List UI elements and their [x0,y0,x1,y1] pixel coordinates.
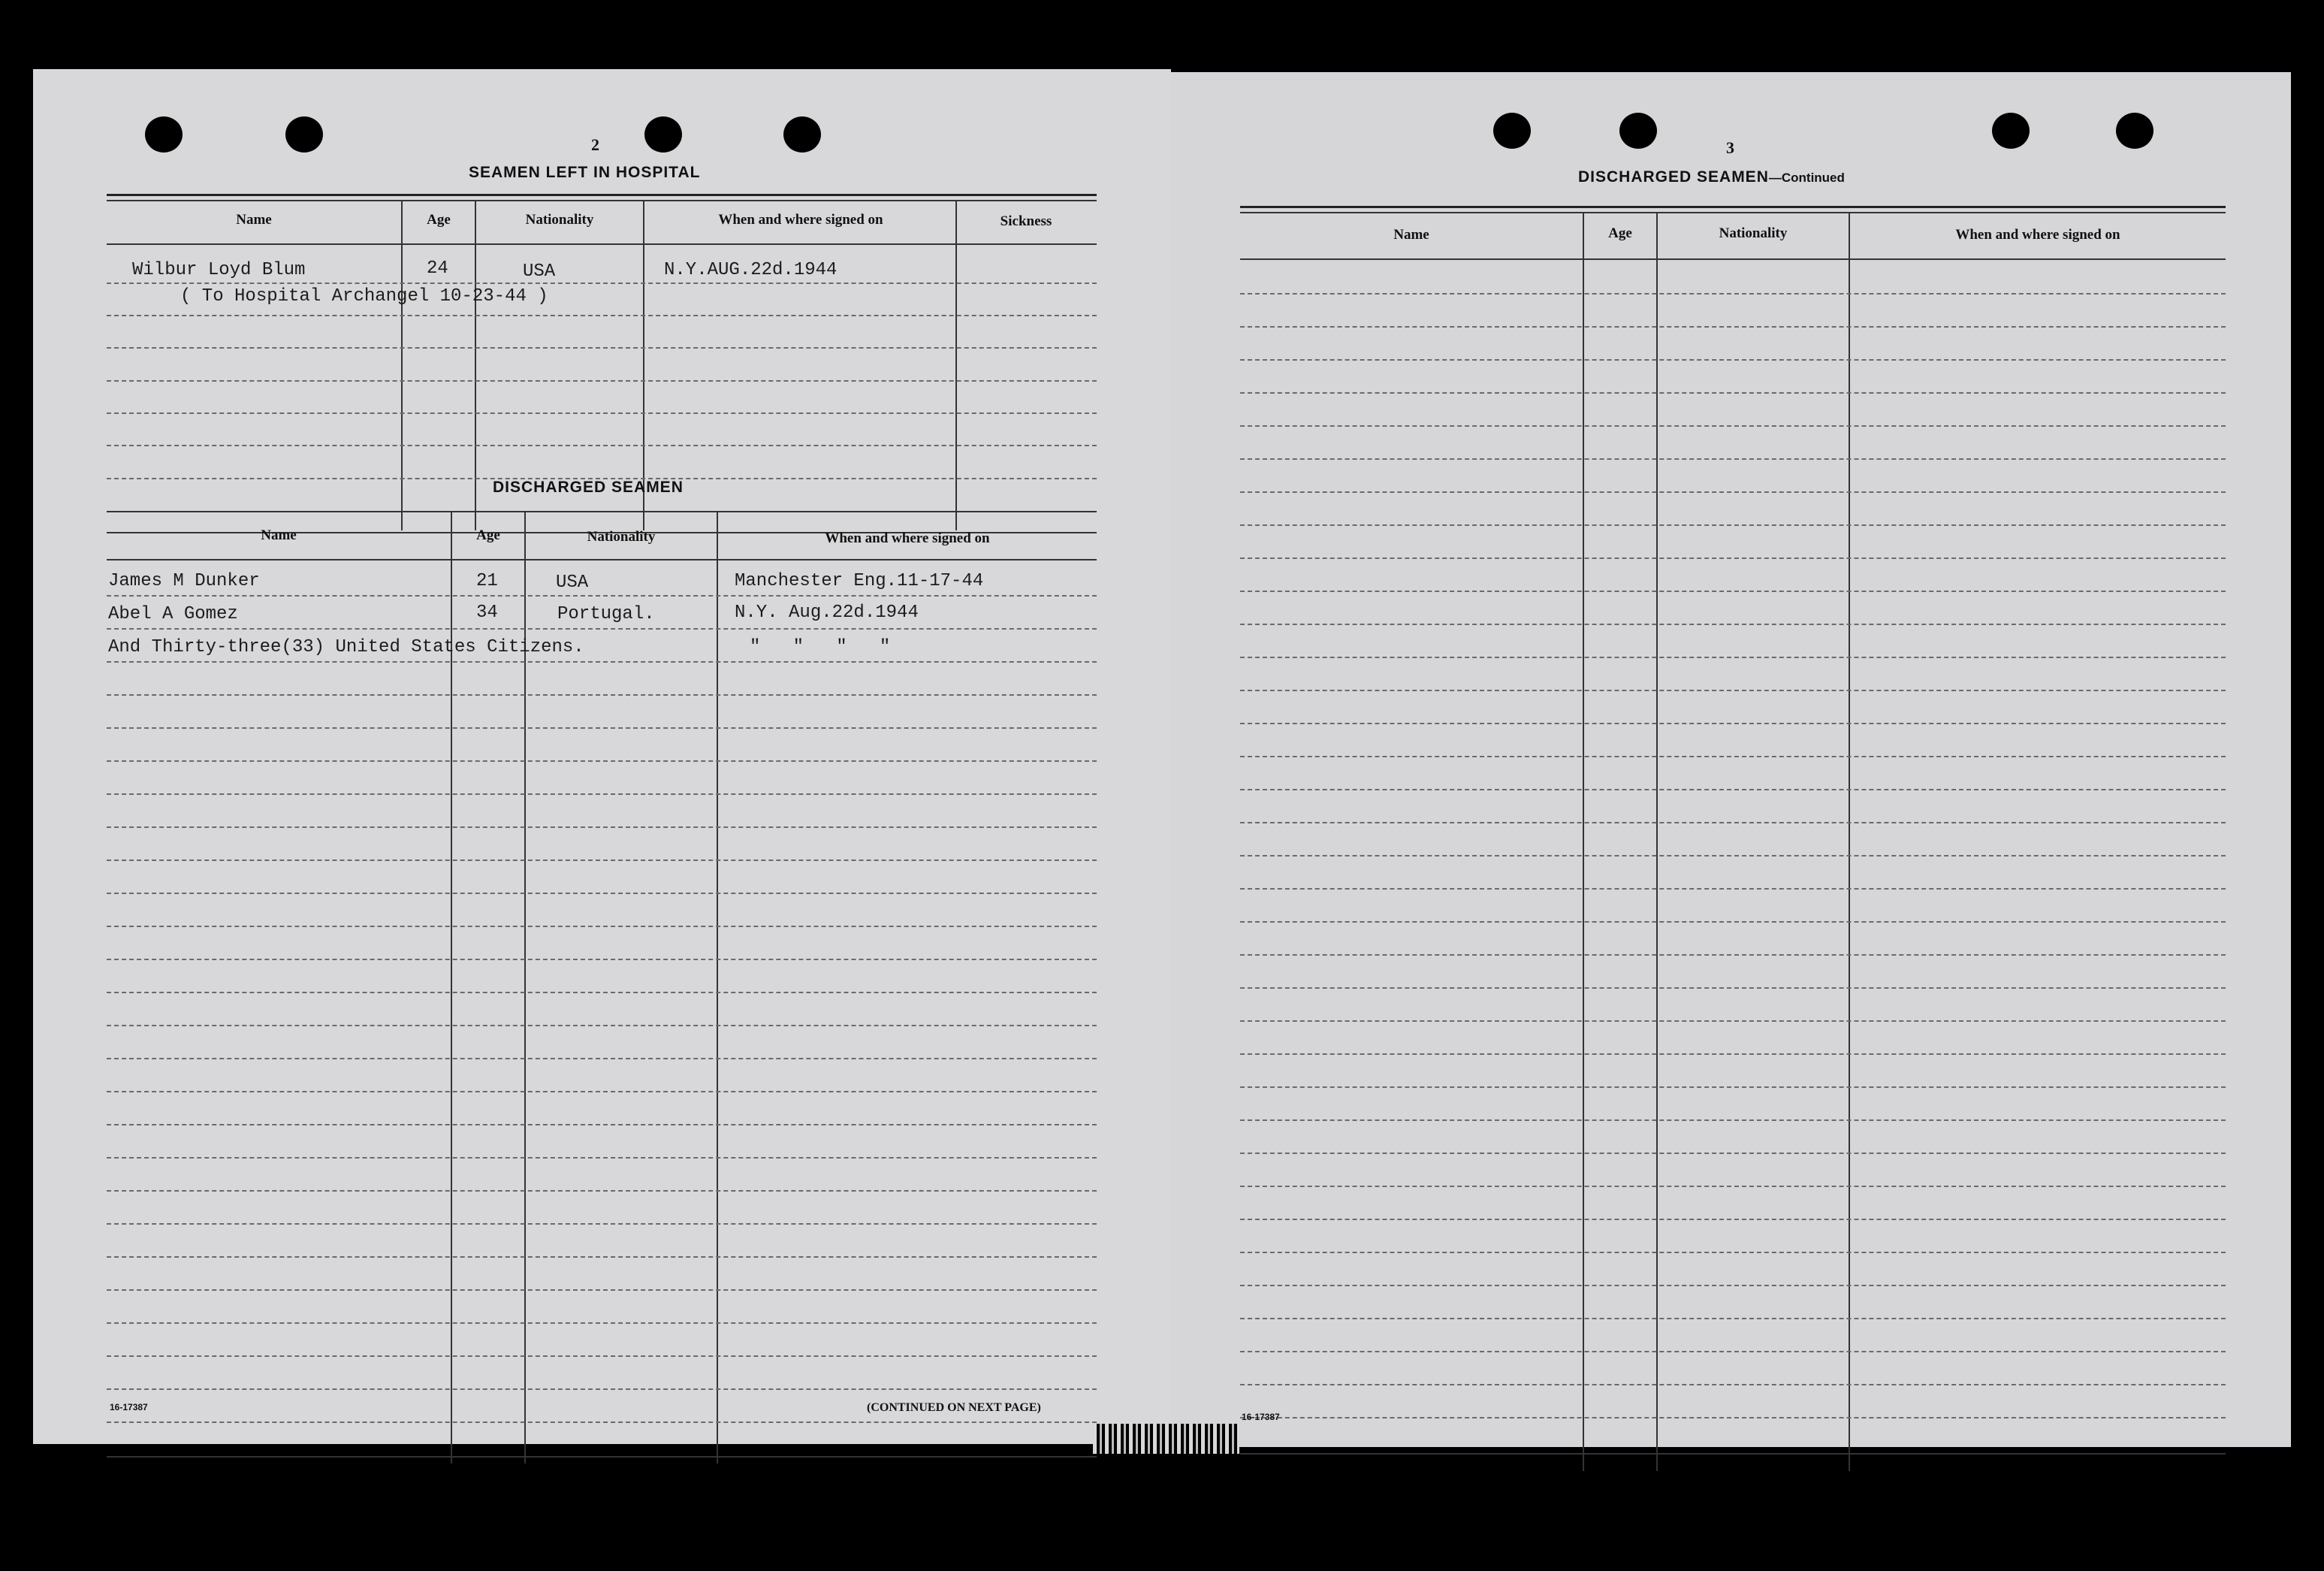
ruled-line [1240,1285,2226,1286]
ruled-line [1240,954,2226,956]
divider [107,1456,1097,1458]
ruled-line [107,1058,1097,1059]
hospital-note: ( To Hospital Archangel 10-23-44 ) [180,286,548,307]
ruled-line [107,661,1097,663]
discharged-row-name: James M Dunker [108,571,260,591]
ruled-line [1240,987,2226,989]
ruled-line [107,926,1097,927]
ruled-line [107,893,1097,894]
punch-hole [783,116,821,153]
column-header-age: Age [476,527,500,543]
ruled-line [1240,624,2226,625]
ruled-line [1240,657,2226,658]
punch-hole [1992,113,2030,149]
ruled-line [1240,591,2226,592]
ruled-line [1240,822,2226,823]
page-number: 3 [1726,138,1734,157]
ruled-line [107,1256,1097,1258]
ruled-line [1240,1219,2226,1220]
ruled-line [107,445,1097,446]
form-number: 16-17387 [110,1402,148,1412]
column-separator [717,511,718,1464]
ruled-line [107,1157,1097,1159]
divider [1240,1453,2226,1455]
ruled-line [107,1124,1097,1125]
ruled-line [1240,293,2226,295]
column-header-signed-on: When and where signed on [718,212,883,228]
ditto-marks: " " " " [750,637,891,657]
ruled-line [107,1289,1097,1291]
ruled-line [107,380,1097,382]
discharged-row-name: Abel A Gomez [108,604,238,624]
ruled-line [107,315,1097,316]
ruled-line [107,595,1097,597]
ruled-line [107,282,1097,284]
form-number: 16-17387 [1242,1412,1280,1422]
ruled-line [107,760,1097,762]
ruled-line [1240,888,2226,890]
ruled-line [1240,1252,2226,1253]
column-separator [475,200,476,530]
hospital-row-age: 24 [427,258,448,279]
column-separator [955,200,957,530]
column-separator [1849,212,1850,1471]
column-header-name: Name [236,212,272,228]
column-header-nationality: Nationality [525,212,594,228]
column-header-age: Age [427,212,451,228]
ruled-line [107,347,1097,349]
discharged-row-nationality: USA [556,573,589,593]
ruled-line [1240,855,2226,856]
ruled-line [107,1223,1097,1225]
column-header-name: Name [261,527,297,543]
ruled-line [1240,1153,2226,1154]
ruled-line [1240,1318,2226,1319]
continued-note: (CONTINUED ON NEXT PAGE) [867,1401,1041,1414]
divider [107,511,1097,512]
ruled-line [1240,921,2226,923]
ruled-line [1240,1086,2226,1088]
ruled-line [1240,425,2226,427]
column-separator [401,200,403,530]
torn-page-edge [1093,1424,1239,1454]
ruled-line [107,826,1097,828]
ruled-line [107,992,1097,993]
hospital-section-title: SEAMEN LEFT IN HOSPITAL [469,164,701,181]
ruled-line [1240,458,2226,460]
column-header-sickness: Sickness [1000,213,1052,229]
ruled-line [107,793,1097,795]
discharged-row-age: 21 [476,571,498,591]
title-text: DISCHARGED SEAMEN [1578,168,1769,186]
header-underline [1240,258,2226,260]
ruled-line [107,1421,1097,1423]
ruled-line [107,860,1097,861]
divider [1240,212,2226,213]
ruled-line [107,727,1097,729]
ruled-line [1240,1053,2226,1055]
discharged-row-signed-on: N.Y. Aug.22d.1944 [735,603,919,623]
hospital-row-signed-on: N.Y.AUG.22d.1944 [664,260,838,280]
column-header-nationality: Nationality [1719,225,1788,241]
ruled-line [107,1322,1097,1324]
ruled-line [1240,1417,2226,1418]
right-page [1171,72,2291,1447]
column-header-signed-on: When and where signed on [825,530,990,546]
header-underline [107,243,1097,245]
ruled-line [107,628,1097,630]
divider [107,194,1097,196]
header-underline [107,559,1097,560]
column-header-age: Age [1608,225,1632,241]
discharged-section-title: DISCHARGED SEAMEN [493,479,684,496]
punch-hole [644,116,682,153]
discharged-row-signed-on: Manchester Eng.11-17-44 [735,571,984,591]
column-separator [1656,212,1658,1471]
ruled-line [107,694,1097,696]
ruled-line [1240,491,2226,493]
ruled-line [1240,557,2226,559]
discharged-row-nationality: Portugal. [557,604,655,624]
ruled-line [107,959,1097,960]
ruled-line [107,1091,1097,1092]
ruled-line [1240,723,2226,724]
punch-hole [145,116,183,153]
ruled-line [107,1190,1097,1192]
hospital-row-nationality: USA [523,261,556,282]
left-page [33,69,1171,1444]
right-page-title [1578,168,1845,186]
punch-hole [1493,113,1531,149]
column-header-signed-on: When and where signed on [1955,227,2120,243]
ruled-line [107,1388,1097,1390]
punch-hole [2116,113,2153,149]
column-header-nationality: Nationality [587,529,656,545]
ruled-line [107,1355,1097,1357]
ruled-line [1240,1351,2226,1352]
ruled-line [1240,392,2226,394]
ruled-line [1240,524,2226,526]
ruled-line [1240,1384,2226,1385]
column-header-name: Name [1393,227,1429,243]
ruled-line [1240,756,2226,757]
ruled-line [1240,789,2226,790]
ruled-line [107,1025,1097,1026]
ruled-line [1240,1186,2226,1187]
punch-hole [1619,113,1657,149]
ruled-line [1240,1119,2226,1121]
discharged-row-age: 34 [476,603,498,623]
title-suffix: —Continued [1768,171,1845,185]
divider [1240,206,2226,208]
hospital-row-name: Wilbur Loyd Blum [132,260,306,280]
ruled-line [107,412,1097,414]
ruled-line [1240,690,2226,691]
discharged-summary-line: And Thirty-three(33) United States Citizens. [108,637,584,657]
ruled-line [1240,326,2226,328]
punch-hole [285,116,323,153]
ruled-line [1240,359,2226,361]
divider [107,200,1097,201]
column-separator [1583,212,1584,1471]
page-number: 2 [591,135,599,154]
ruled-line [1240,1020,2226,1022]
